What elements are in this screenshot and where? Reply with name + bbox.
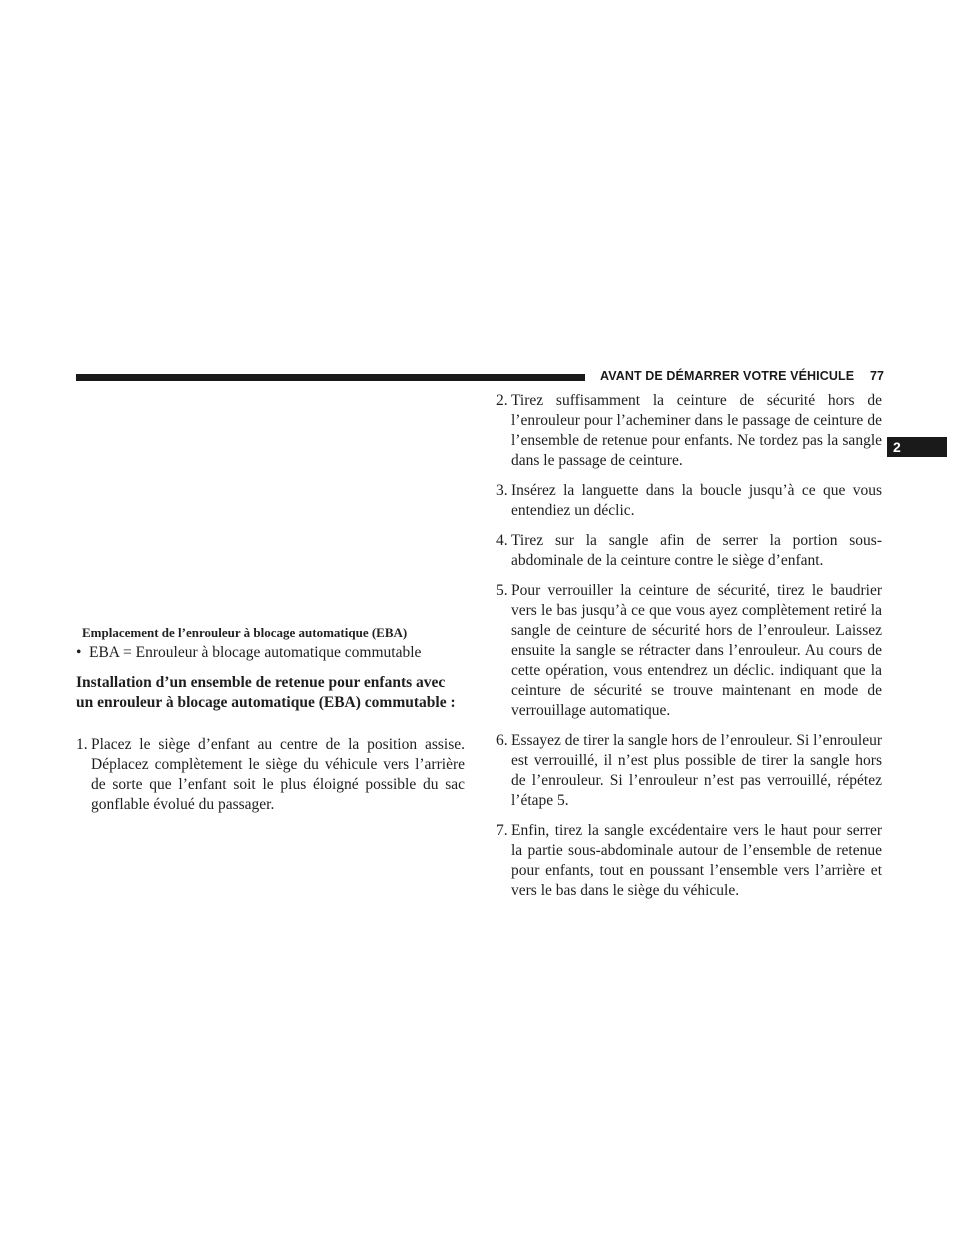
step-number: 2.	[496, 392, 508, 409]
step-item	[496, 731, 882, 811]
step-text: Placez le siège d’enfant au centre de la position assise. Déplacez complètement le siège du véhicule vers l’arrière de sorte que l’enfant soit le plus éloigné possible du sac gonflable évolué du passager.	[91, 736, 465, 813]
step-text: Tirez suffisamment la ceinture de sécurité hors de l’enrouleur pour l’acheminer dans le passage de ceinture de l’ensemble de retenue pour enfants. Ne tordez pas la sangle dans le passage de ceinture.	[511, 392, 882, 469]
step-item	[496, 821, 882, 901]
figure-image-area	[76, 392, 464, 618]
step-text: Essayez de tirer la sangle hors de l’enrouleur. Si l’enrouleur est verrouillé, il n’est plus possible de tirer la sangle hors de l’enrouleur. Si l’enrouleur n’est pas verrouillé, répétez l’étape 5.	[511, 732, 883, 809]
step-item	[496, 581, 882, 721]
step-number: 3.	[496, 482, 508, 499]
step-text: Enfin, tirez la sangle excédentaire vers le haut pour serrer la partie sous-abdominale autour de l’ensemble de retenue pour enfants, tout en poussant l’ensemble vers l’arrière et vers le bas dans le siège du véhicule.	[511, 822, 882, 899]
step-number: 7.	[496, 822, 508, 839]
step-number: 1.	[76, 736, 88, 753]
step-item	[76, 735, 465, 815]
step-item	[496, 391, 882, 471]
chapter-tab[interactable]: 2	[887, 437, 947, 457]
page-number: 77	[870, 369, 884, 383]
bullet-symbol: •	[76, 644, 82, 661]
section-subheading: Installation d’un ensemble de retenue pour enfants avec un enrouleur à blocage automatique (EBA) commutable :	[76, 674, 456, 711]
bullet-text: EBA = Enrouleur à blocage automatique commutable	[89, 644, 422, 661]
bullet-item	[76, 643, 466, 663]
running-header-title: AVANT DE DÉMARRER VOTRE VÉHICULE	[600, 369, 855, 383]
step-text: Pour verrouiller la ceinture de sécurité, tirez le baudrier vers le bas jusqu’à ce que vous ayez complètement retiré la sangle de ceinture de sécurité hors de l’enrouleur. Laissez ensuite la sangle se rétracter dans l’enrouleur. Au cours de cette opération, vous entendrez un déclic. indiquant que la ceinture de sécurité se trouve maintenant en mode de verrouillage automatique.	[511, 582, 882, 719]
step-number: 5.	[496, 582, 508, 599]
step-item	[496, 531, 882, 571]
steps-list-left	[76, 735, 465, 815]
step-number: 4.	[496, 532, 508, 549]
step-number: 6.	[496, 732, 508, 749]
step-item	[496, 481, 882, 521]
step-text: Insérez la languette dans la boucle jusqu’à ce que vous entendiez un déclic.	[511, 482, 882, 519]
steps-list-right	[496, 391, 882, 911]
header-rule	[76, 374, 585, 381]
figure-caption: Emplacement de l’enrouleur à blocage automatique (EBA)	[82, 625, 408, 640]
step-text: Tirez sur la sangle afin de serrer la portion sous-abdominale de la ceinture contre le siège d’enfant.	[511, 532, 882, 569]
